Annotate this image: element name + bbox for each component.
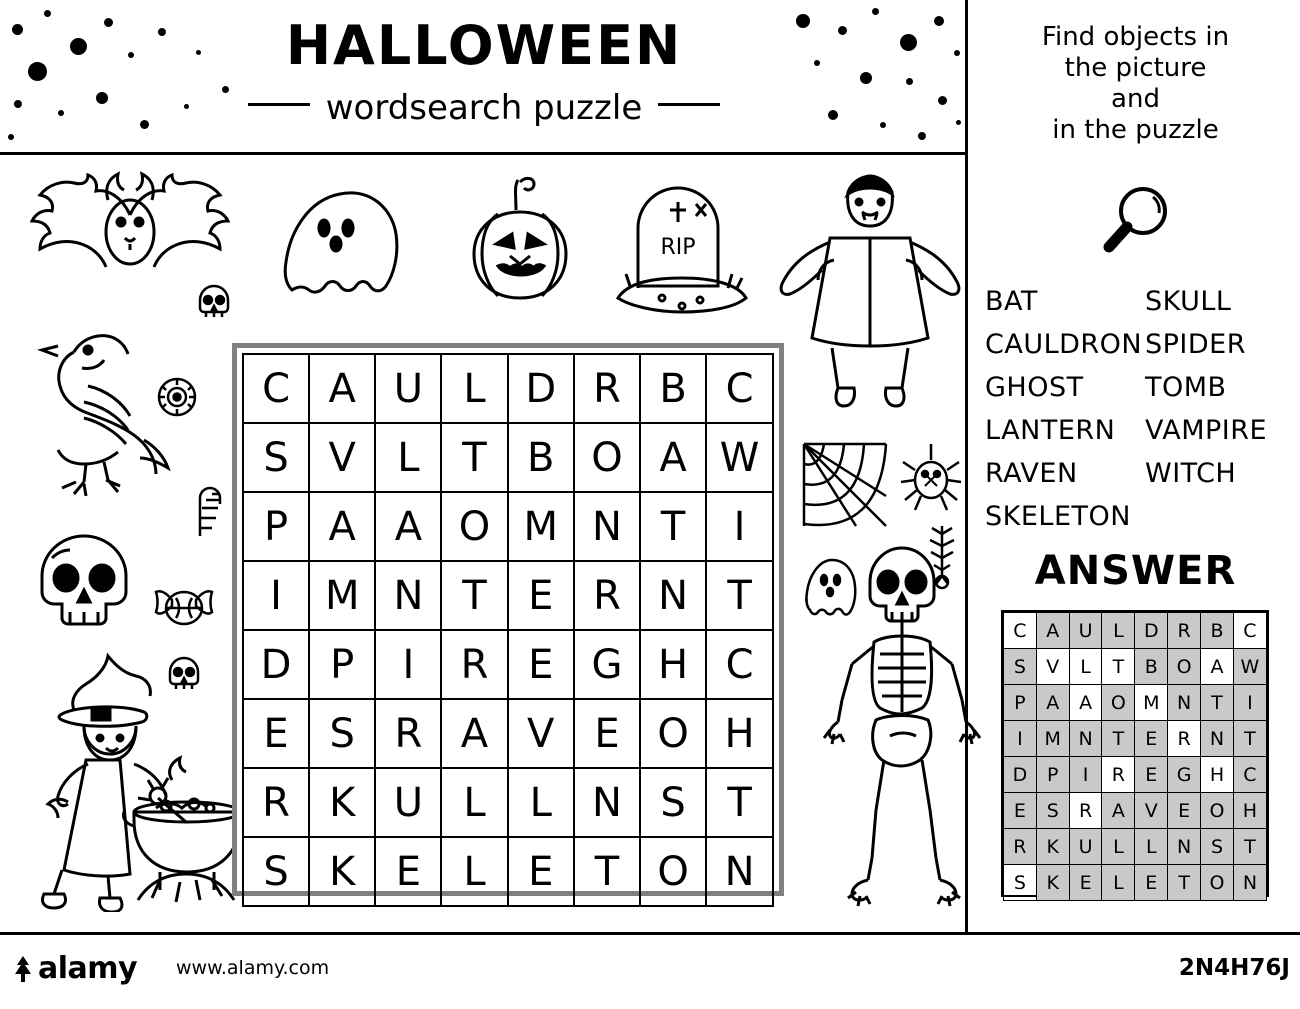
grid-cell[interactable]: C	[706, 630, 773, 699]
answer-row	[1004, 721, 1267, 757]
grid-cell[interactable]: A	[309, 354, 375, 423]
answer-cell: N	[1069, 721, 1102, 757]
instructions-line-1: Find objects in	[1041, 22, 1230, 52]
grid-row	[243, 837, 773, 906]
answer-cell: B	[1135, 649, 1168, 685]
grid-cell[interactable]: E	[574, 699, 640, 768]
answer-cell: R	[1168, 613, 1201, 649]
image-id: 2N4H76J	[1178, 955, 1290, 981]
grid-cell[interactable]: R	[243, 768, 309, 837]
answer-body	[1004, 613, 1267, 901]
candy-cane-icon	[186, 470, 230, 540]
grid-cell[interactable]: K	[309, 768, 375, 837]
grid-cell[interactable]: S	[243, 423, 309, 492]
answer-cell: O	[1201, 865, 1234, 901]
grid-cell[interactable]: E	[508, 630, 574, 699]
page-subtitle-wrap	[0, 88, 968, 128]
skull-icon	[24, 530, 144, 640]
small-skull-icon	[190, 278, 238, 326]
grid-cell[interactable]: D	[243, 630, 309, 699]
word-item: WITCH	[1145, 458, 1237, 489]
answer-cell: I	[1004, 721, 1037, 757]
grid-cell[interactable]: T	[441, 423, 507, 492]
answer-cell: N	[1233, 865, 1266, 901]
title-dash-right	[658, 103, 720, 106]
grid-cell[interactable]: U	[375, 768, 441, 837]
grid-cell[interactable]: W	[706, 423, 773, 492]
answer-cell: L	[1102, 865, 1135, 901]
answer-cell: K	[1036, 829, 1069, 865]
word-item: SKELETON	[985, 501, 1131, 532]
grid-cell[interactable]: N	[375, 561, 441, 630]
grid-cell[interactable]: S	[640, 768, 706, 837]
grid-cell[interactable]: E	[375, 837, 441, 906]
answer-cell: H	[1201, 757, 1234, 793]
grid-cell[interactable]: C	[706, 354, 773, 423]
instructions	[971, 22, 1300, 146]
answer-cell: B	[1201, 613, 1234, 649]
grid-cell[interactable]: A	[375, 492, 441, 561]
grid-cell[interactable]: T	[441, 561, 507, 630]
grid-cell[interactable]: S	[309, 699, 375, 768]
answer-cell: V	[1036, 649, 1069, 685]
answer-cell: S	[1201, 829, 1234, 865]
grid-cell[interactable]: G	[574, 630, 640, 699]
answer-cell: I	[1069, 757, 1102, 793]
candy-icon	[148, 580, 220, 636]
word-item: TOMB	[1145, 372, 1227, 403]
answer-row	[1004, 757, 1267, 793]
answer-cell: A	[1036, 613, 1069, 649]
answer-cell: A	[1069, 685, 1102, 721]
grid-cell[interactable]: A	[640, 423, 706, 492]
grid-cell[interactable]: E	[508, 837, 574, 906]
grid-cell[interactable]: H	[640, 630, 706, 699]
grid-cell[interactable]: T	[706, 768, 773, 837]
answer-cell: A	[1201, 649, 1234, 685]
grid-cell[interactable]: L	[508, 768, 574, 837]
eyeball-icon	[152, 372, 202, 422]
answer-cell: N	[1168, 685, 1201, 721]
answer-cell: L	[1102, 829, 1135, 865]
grid-cell[interactable]: A	[309, 492, 375, 561]
answer-heading: ANSWER	[1034, 548, 1237, 594]
answer-cell: M	[1036, 721, 1069, 757]
footer	[0, 932, 1300, 1009]
answer-cell: S	[1036, 793, 1069, 829]
answer-cell: I	[1233, 685, 1266, 721]
answer-cell: E	[1135, 757, 1168, 793]
grid-cell[interactable]: R	[574, 354, 640, 423]
answer-cell: T	[1201, 685, 1234, 721]
answer-row	[1004, 865, 1267, 901]
instructions-line-4: in the puzzle	[1052, 115, 1219, 145]
grid-cell[interactable]: V	[508, 699, 574, 768]
grid-cell[interactable]: N	[706, 837, 773, 906]
bat-icon	[30, 170, 230, 290]
grid-row	[243, 630, 773, 699]
grid-cell[interactable]: H	[706, 699, 773, 768]
grid-cell[interactable]: B	[640, 354, 706, 423]
word-list-column-left	[985, 280, 1145, 538]
answer-cell: L	[1102, 613, 1135, 649]
skeleton-icon	[800, 540, 1000, 920]
grid-cell[interactable]: I	[706, 492, 773, 561]
answer-cell: U	[1069, 829, 1102, 865]
answer-cell: E	[1135, 721, 1168, 757]
answer-cell: W	[1233, 649, 1266, 685]
answer-cell: H	[1233, 793, 1266, 829]
answer-cell: L	[1069, 649, 1102, 685]
answer-cell: R	[1102, 757, 1135, 793]
answer-cell: D	[1135, 613, 1168, 649]
grid-cell[interactable]: N	[574, 492, 640, 561]
answer-cell: O	[1201, 793, 1234, 829]
word-item: VAMPIRE	[1145, 415, 1268, 446]
tombstone-icon	[604, 168, 764, 318]
wordsearch-body	[243, 354, 773, 906]
answer-cell: A	[1036, 685, 1069, 721]
answer-cell: R	[1168, 721, 1201, 757]
title-bar	[0, 0, 968, 155]
instructions-line-3: and	[1111, 84, 1160, 114]
spider-icon	[898, 440, 964, 516]
grid-cell[interactable]: U	[375, 354, 441, 423]
word-item: RAVEN	[985, 458, 1078, 489]
answer-cell: E	[1004, 793, 1037, 829]
answer-row	[1004, 685, 1267, 721]
grid-row	[243, 699, 773, 768]
grid-cell[interactable]: T	[574, 837, 640, 906]
word-list	[985, 280, 1300, 538]
answer-cell: V	[1135, 793, 1168, 829]
grid-row	[243, 492, 773, 561]
answer-cell: C	[1233, 757, 1266, 793]
grid-cell[interactable]: T	[706, 561, 773, 630]
answer-cell: T	[1233, 721, 1266, 757]
answer-cell: G	[1168, 757, 1201, 793]
answer-row	[1004, 793, 1267, 829]
tombstone-text: RIP	[660, 235, 696, 260]
grid-cell[interactable]: R	[375, 699, 441, 768]
grid-row	[243, 768, 773, 837]
answer-cell: T	[1102, 721, 1135, 757]
answer-cell: S	[1004, 649, 1037, 685]
grid-cell[interactable]: I	[243, 561, 309, 630]
answer-cell: R	[1069, 793, 1102, 829]
grid-cell[interactable]: M	[508, 492, 574, 561]
answer-cell: O	[1168, 649, 1201, 685]
answer-cell: C	[1233, 613, 1266, 649]
page-subtitle: wordsearch puzzle	[325, 88, 643, 128]
grid-row	[243, 423, 773, 492]
grid-cell[interactable]: M	[309, 561, 375, 630]
page-title: HALLOWEEN	[285, 14, 683, 77]
word-item: SPIDER	[1145, 329, 1246, 360]
answer-cell: N	[1168, 829, 1201, 865]
grid-row	[243, 354, 773, 423]
word-list-column-right	[1145, 280, 1295, 495]
answer-grid	[1001, 610, 1269, 897]
answer-table	[1003, 612, 1267, 901]
grid-cell[interactable]: A	[441, 699, 507, 768]
spiderweb-icon	[800, 440, 890, 530]
answer-cell: O	[1102, 685, 1135, 721]
answer-cell: M	[1135, 685, 1168, 721]
answer-cell: T	[1102, 649, 1135, 685]
answer-cell: L	[1135, 829, 1168, 865]
answer-cell: P	[1036, 757, 1069, 793]
answer-cell: T	[1233, 829, 1266, 865]
grid-cell[interactable]: C	[243, 354, 309, 423]
answer-cell: R	[1004, 829, 1037, 865]
ghost-icon	[272, 180, 412, 310]
wordsearch-table	[242, 353, 774, 907]
grid-cell[interactable]: D	[508, 354, 574, 423]
footer-url: www.alamy.com	[176, 957, 330, 979]
grid-cell[interactable]: P	[309, 630, 375, 699]
answer-cell: C	[1004, 613, 1037, 649]
magnifier-icon	[1099, 183, 1181, 263]
word-item: BAT	[985, 286, 1038, 317]
answer-cell: E	[1135, 865, 1168, 901]
answer-row	[1004, 613, 1267, 649]
pumpkin-icon	[440, 170, 600, 310]
answer-cell: A	[1102, 793, 1135, 829]
title-dash-left	[248, 103, 310, 106]
grid-cell[interactable]: O	[441, 492, 507, 561]
answer-cell: P	[1004, 685, 1037, 721]
grid-cell[interactable]: P	[243, 492, 309, 561]
grid-cell[interactable]: L	[375, 423, 441, 492]
grid-cell[interactable]: L	[441, 768, 507, 837]
answer-cell: E	[1168, 793, 1201, 829]
answer-cell: S	[1004, 865, 1037, 901]
vampire-icon	[770, 172, 970, 432]
answer-row	[1004, 649, 1267, 685]
grid-cell[interactable]: V	[309, 423, 375, 492]
grid-cell[interactable]: L	[441, 837, 507, 906]
wordsearch-grid[interactable]	[232, 343, 784, 896]
alamy-logo	[12, 951, 137, 986]
alamy-logo-text: alamy	[38, 951, 138, 986]
word-item: SKULL	[1145, 286, 1232, 317]
grid-cell[interactable]: N	[574, 768, 640, 837]
grid-cell[interactable]: R	[574, 561, 640, 630]
answer-row	[1004, 829, 1267, 865]
grid-cell[interactable]: E	[243, 699, 309, 768]
answer-cell: K	[1036, 865, 1069, 901]
grid-cell[interactable]: S	[243, 837, 309, 906]
answer-cell: D	[1004, 757, 1037, 793]
grid-cell[interactable]: R	[441, 630, 507, 699]
grid-cell[interactable]: O	[640, 699, 706, 768]
grid-cell[interactable]: N	[640, 561, 706, 630]
grid-cell[interactable]: T	[640, 492, 706, 561]
grid-cell[interactable]: E	[508, 561, 574, 630]
instructions-line-2: the picture	[1064, 53, 1207, 83]
grid-cell[interactable]: B	[508, 423, 574, 492]
answer-cell: T	[1168, 865, 1201, 901]
answer-cell: E	[1069, 865, 1102, 901]
word-item: GHOST	[985, 372, 1084, 403]
answer-cell: U	[1069, 613, 1102, 649]
answer-cell: N	[1201, 721, 1234, 757]
grid-row	[243, 561, 773, 630]
grid-cell[interactable]: O	[574, 423, 640, 492]
tree-icon	[12, 956, 34, 982]
grid-cell[interactable]: I	[375, 630, 441, 699]
grid-cell[interactable]: K	[309, 837, 375, 906]
word-item: CAULDRON	[985, 329, 1143, 360]
grid-cell[interactable]: O	[640, 837, 706, 906]
word-item: LANTERN	[985, 415, 1116, 446]
grid-cell[interactable]: L	[441, 354, 507, 423]
